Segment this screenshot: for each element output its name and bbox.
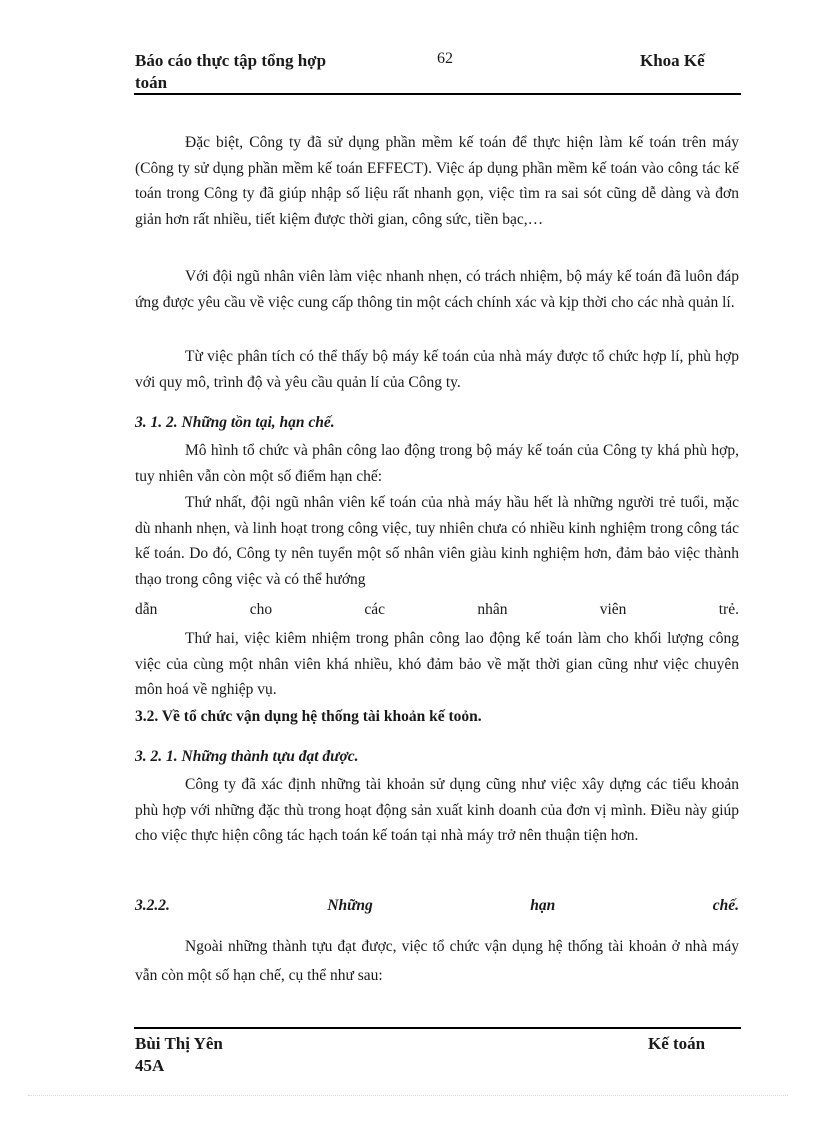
paragraph-2: Với đội ngũ nhân viên làm việc nhanh nhẹn, có trách nhiệm, bộ máy kế toán đã luôn đáp ứng được yêu cầu về việc cung cấp thông tin một cách chính xác và kịp thời cho các nhà quản lí. (135, 268, 739, 311)
word: viên (599, 601, 627, 618)
paragraph-7: Công ty đã xác định những tài khoản sử dụng cũng như việc xây dựng các tiểu khoản phù hợp với những đặc thù trong hoạt động sản xuất kinh doanh của đơn vị mình. Điều này giúp cho việc thực hiện công tác hạch toán kế toán tại nhà máy trở nên thuận tiện hơn. (135, 776, 739, 845)
word: hạn (530, 897, 556, 914)
header-left (135, 50, 326, 94)
paragraph-5-last-line (135, 601, 739, 619)
heading-3-2: 3.2. Về tổ chức vận dụng hệ thống tài khoản kế toỏn. (135, 708, 482, 725)
header-right: Khoa Kế (640, 51, 705, 70)
paragraph-3: Từ việc phân tích có thể thấy bộ máy kế toán của nhà máy được tổ chức hợp lí, phù hợp với quy mô, trình độ và yêu cầu quản lí của Công ty. (135, 348, 739, 391)
word: các (364, 601, 386, 618)
header-title-line2: toán (135, 73, 168, 92)
page-number: 62 (437, 50, 453, 67)
word: Những (327, 897, 373, 914)
footer-rule (134, 1027, 741, 1029)
paragraph-1: Đặc biệt, Công ty đã sử dụng phần mềm kế toán để thực hiện làm kế toán trên máy (Công ty sử dụng phần mềm kế toán EFFECT). Việc áp dụng phần mềm kế toán vào công tác kế toán trong Công ty đã giúp nhập số liệu rất nhanh gọn, việc tìm ra sai sót cũng dễ dàng và đơn giản hơn rất nhiều, tiết kiệm được thời gian, công sức, tiền bạc,… (135, 134, 739, 229)
word: trẻ. (718, 601, 739, 618)
header-rule (134, 93, 741, 95)
heading-3-2-2 (135, 897, 739, 915)
footer-right: Kế toán (648, 1034, 706, 1053)
word: nhân (477, 601, 508, 618)
word: dẫn (135, 601, 158, 618)
header-title-line1: Báo cáo thực tập tổng hợp (135, 51, 327, 70)
heading-3-1-2: 3. 1. 2. Những tồn tại, hạn chế. (135, 414, 335, 431)
footer-left (135, 1033, 223, 1077)
paragraph-8: Ngoài những thành tựu đạt được, việc tổ chức vận dụng hệ thống tài khoản ở nhà máy vẫn còn một số hạn chế, cụ thể như sau: (135, 938, 739, 984)
word: cho (249, 601, 273, 618)
author-class: 45A (135, 1056, 165, 1075)
author-name: Bùi Thị Yên (135, 1034, 223, 1053)
page-edge-dotted (28, 1095, 788, 1096)
paragraph-6: Thứ hai, việc kiêm nhiệm trong phân công lao động kế toán làm cho khối lượng công việc của cùng một nhân viên khá nhiều, khó đảm bảo về mặt thời gian cũng như việc chuyên môn hoá về nghiệp vụ. (135, 630, 739, 699)
heading-3-2-1: 3. 2. 1. Những thành tựu đạt được. (135, 748, 359, 765)
paragraph-4: Mô hình tổ chức và phân công lao động trong bộ máy kế toán của Công ty khá phù hợp, tuy nhiên vẫn còn một số điểm hạn chế: (135, 442, 739, 485)
word: 3.2.2. (135, 897, 170, 914)
word: chế. (712, 897, 739, 914)
paragraph-5: Thứ nhất, đội ngũ nhân viên kế toán của nhà máy hầu hết là những người trẻ tuổi, mặc dù nhanh nhẹn, và linh hoạt trong công việc, tuy nhiên chưa có nhiều kinh nghiệm trong công tác kế toán. Do đó, Công ty nên tuyển một số nhân viên giàu kinh nghiệm hơn, đảm bảo việc thành thạo trong công việc và có thể hướng (135, 494, 739, 589)
